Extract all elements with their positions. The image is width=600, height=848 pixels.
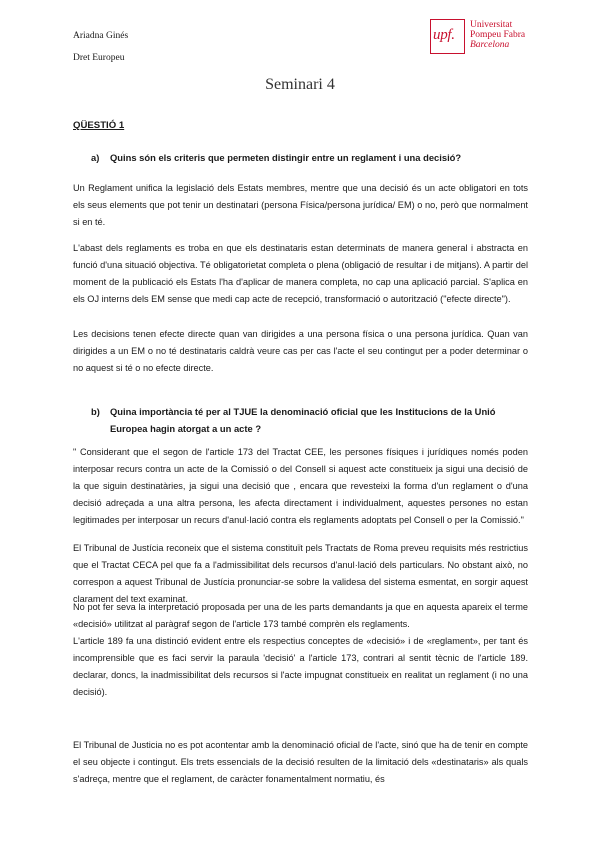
logo-line-2: Pompeu Fabra [470, 30, 526, 40]
logo-line-1: Universitat [470, 20, 513, 30]
question-a-number: a) [91, 152, 100, 163]
paragraph-a3: Les decisions tenen efecte directe quan van dirigides a una persona física o una persona jurídica. Quan van dirigides a un EM o no té destinataris caldrà veure cas per cas l'acte el seu contingut per a poder determinar o no aquest si té o no efecte directe. [73, 329, 528, 373]
question-a-text: Quins són els criteris que permeten distingir entre un reglament i una decisió? [110, 152, 462, 163]
document-title: Seminari 4 [265, 76, 335, 93]
logo-wordmark [470, 20, 525, 50]
logo-line-3: Barcelona [470, 40, 510, 50]
question-b-text: Quina importància té per al TJUE la denominació oficial que les Institucions de la Unió Europea hagin atorgat a un acte ? [110, 406, 496, 434]
section-heading: QÜESTIÓ 1 [73, 120, 125, 131]
course-name: Dret Europeu [73, 53, 125, 63]
paragraph-a1: Un Reglament unifica la legislació dels Estats membres, mentre que una decisió és un acte obligatori en tots els seus elements que pot tenir un destinatari (persona Física/persona jurídica/ EM) o no, però que normalment si en té. [73, 183, 528, 227]
header-author-block [73, 25, 273, 69]
paragraph-b1: " Considerant que el segon de l'article 173 del Tractat CEE, les persones físiques i jurídiques només poden interposar recurs contra un acte de la Comissió o del Consell si aquest acte constitueix ja sigui una decisió de la que siguin destinatàries, ja sigui una decisió que , encara que revesteixi la forma d'un reglament o d'una decisió adreçada a una altra persona, les afecta directament i individualment, aquestes persones no estan legitimades per interposar un recurs d'anul·lació contra els reglaments adoptats pel Consell o per la Comissió." [73, 447, 528, 525]
paragraph-b4: L'article 189 fa una distinció evident entre els respectius conceptes de «decisió» i de «reglament», per tant és incomprensible que es faci servir la paraula 'decisió' a l'article 173, contrari al sentit tècnic de l'article 189. declarar, doncs, la inadmissibilitat dels recursos si l'acte impugnat constitueix en realitat un reglament (i no una decisió). [73, 636, 528, 697]
upf-logo [430, 18, 550, 58]
paragraph-b2: El Tribunal de Justícia reconeix que el sistema constituït pels Tractats de Roma preveu requisits més restrictius que el Tractat CECA pel que fa a l'admissibilitat dels recursos d'anul·lació dels particulars. No obstant això, no correspon a aquest Tribunal de Justícia pronunciar-se sobre la validesa del sistema esmentat, en sorgir aquest clarament del text examinat. [73, 543, 528, 604]
author-name: Ariadna Ginés [73, 31, 129, 41]
paragraph-b3: No pot fer seva la interpretació proposada per una de les parts demandants ja que en aquesta apareix el terme «decisió» utilitzat al paràgraf segon de l'article 173 també comprèn els reglaments. [73, 602, 528, 629]
logo-mark-box [430, 19, 465, 54]
paragraph-a2: L'abast dels reglaments es troba en que els destinataris estan determinats de manera general i abstracta en funció d'una situació objectiva. Té obligatorietat completa o plena (obligació de resultar i de mitjans). A partir del moment de la publicació els Estats l'ha d'aplicar de manera completa, no cap una aplicació parcial. S'aplica en els OJ interns dels EM sense que medi cap acte de recepció, transformació o autorització ("efecte directe"). [73, 243, 528, 304]
paragraph-b5: El Tribunal de Justicia no es pot acontentar amb la denominació oficial de l'acte, sinó que ha de tenir en compte el seu objecte i contingut. Els trets essencials de la decisió resulten de la limitació dels «destinataris» als quals s'adreça, mentre que el reglament, de caràcter fonamentalment normatiu, és [73, 740, 528, 784]
question-b-number: b) [91, 406, 100, 417]
logo-mark: upf. [433, 27, 455, 43]
